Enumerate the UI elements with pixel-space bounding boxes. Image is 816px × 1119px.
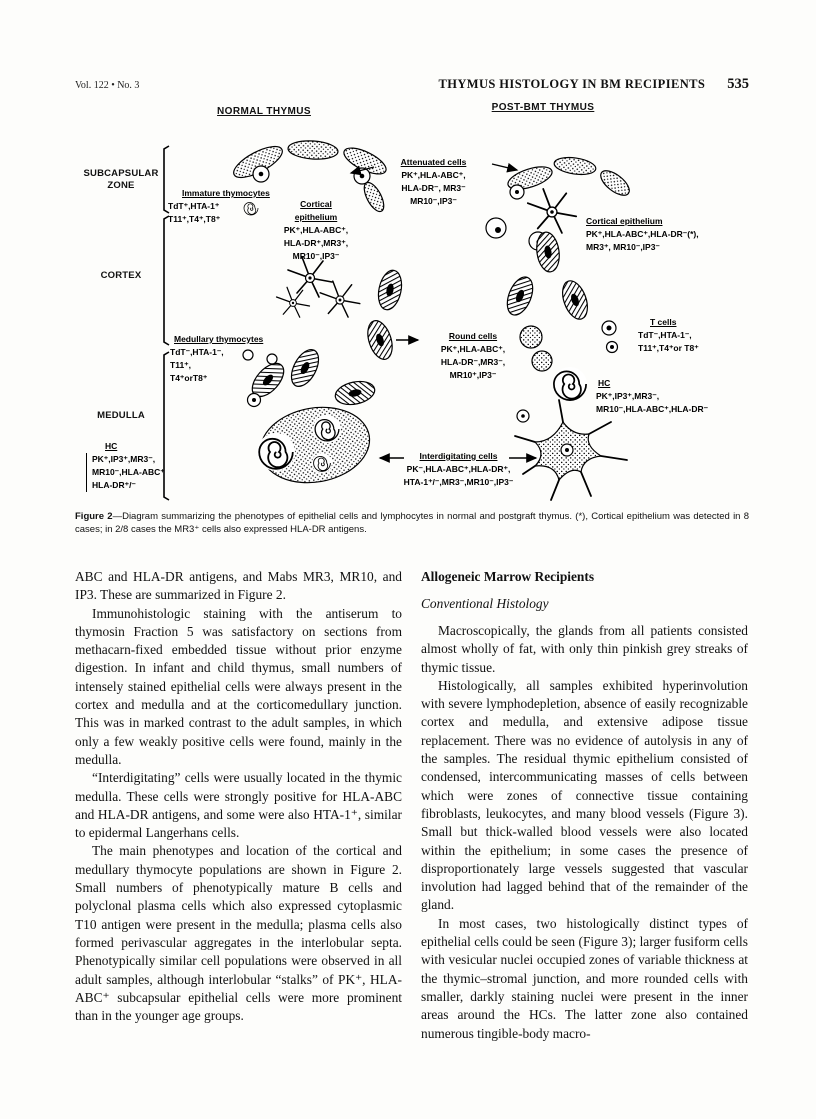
label-title: Interdigitating cells <box>419 451 498 461</box>
label-title: epithelium <box>294 212 338 222</box>
section-heading: Allogeneic Marrow Recipients <box>421 569 595 584</box>
page-header <box>75 76 749 93</box>
figure-caption-text: —Diagram summarizing the phenotypes of epithelial cells and lymphocytes in normal and postgraft thymus. (*), Cortical epithelium was detected in 8 cases; in 2/8 cases the MR3⁺ cells also expressed HLA-DR antigens. <box>75 511 749 535</box>
paragraph: “Interdigitating” cells were usually located in the thymic medulla. These cells were strongly positive for HLA-ABC and HLA-DR antigens, and some were also HTA-1⁺, similar to epidermal Langerhans cells. <box>75 770 402 841</box>
hassalls-corpuscle-right <box>553 367 587 401</box>
paragraph: The main phenotypes and location of the cortical and medullary thymocyte populations are shown in Figure 2. Small numbers of phenotypically mature B cells and polyclonal plasma cells which also expressed cytoplasmic T10 antigen were present in the medulla; plasma cells also formed perivascular aggregates in the interlobular septa. Phenotypically similar cell populations were observed in all adult samples, although interlobular “stalks” of PK⁺, HLA-ABC⁺ subcapsular epithelial cells were more prominent than in the younger age groups. <box>75 843 402 1024</box>
paragraph: ABC and HLA-DR antigens, and Mabs MR3, MR10, and IP3. These are summarized in Figure 2. <box>75 569 402 603</box>
paragraph: Immunohistologic staining with the antiserum to thymosin Fraction 5 was satisfactory on sections from methacarn-fixed embedded tissue without prior enzyme digestion. In infant and child thymus, small numbers of intensely stained epithelial cells were always present in the cortex and medulla and at the corticomedullary junction. This was in marked contrast to the adult samples, in which only a few weakly positive cells were found, mainly in the medulla. <box>75 605 402 767</box>
figure-2 <box>68 100 758 505</box>
journal-reference: Vol. 122 • No. 3 <box>75 80 140 91</box>
label-title: Cortical epithelium <box>586 216 663 226</box>
label-title: T cells <box>650 317 677 327</box>
hc-normal-lines: PK⁺,IP3⁺,MR3⁻, MR10⁻,HLA-ABC⁺ HLA-DR⁺/⁻ <box>86 453 221 492</box>
t-cells-drawing <box>602 321 618 353</box>
page-number: 535 <box>727 76 749 92</box>
figure-caption-label: Figure 2 <box>75 511 113 522</box>
zone-label-subcapsular: SUBCAPSULAR ZONE <box>83 168 159 191</box>
label-title: Round cells <box>448 331 498 341</box>
label-hc-normal <box>86 440 221 492</box>
running-title: THYMUS HISTOLOGY IN BM RECIPIENTS <box>438 77 706 91</box>
subsection-heading: Conventional Histology <box>421 596 549 611</box>
article-body <box>75 568 749 1043</box>
zone-label-medulla: MEDULLA <box>97 410 145 421</box>
zone-label-cortex: CORTEX <box>100 270 142 281</box>
paragraph: In most cases, two histologically distinct types of epithelial cells could be seen (Figure 3); larger fusiform cells with vesicular nuclei occupied zones of variable thickness at the thymic–stromal junction, and more rounded cells with smaller, darkly staining nuclei were present in the inner areas around the HCs. The latter zone also contained numerous tingible-body macro- <box>421 915 748 1041</box>
label-cortical-epithelium-post: Cortical epithelium PK⁺,HLA-ABC⁺,HLA-DR⁻(*), MR3⁺, MR10⁻,IP3⁻ <box>586 215 756 254</box>
post-bmt-thymus-drawing <box>486 155 633 500</box>
label-title: Immature thymocytes <box>182 188 270 198</box>
round-cells-drawing <box>520 326 552 371</box>
label-title: Medullary thymocytes <box>174 334 264 344</box>
label-round-cells: Round cells PK⁺,HLA-ABC⁺, HLA-DR⁻,MR3⁻, MR10⁺,IP3⁻ <box>422 330 524 382</box>
label-attenuated-cells: Attenuated cells PK⁺,HLA-ABC⁺, HLA-DR⁻, MR3⁻ MR10⁻,IP3⁻ <box>376 156 491 208</box>
label-title: Cortical <box>300 199 332 209</box>
label-title: HC <box>598 378 611 388</box>
label-medullary-thymocytes: Medullary thymocytes TdT⁻,HTA-1⁻, T11⁺, T4⁺orT8⁺ <box>170 333 292 385</box>
cortical-stellate-cells <box>277 257 360 317</box>
paragraph: Histologically, all samples exhibited hyperinvolution with severe lymphodepletion, absence of easily recognizable cortex and medulla, and extensive adipose tissue replacement. There was no evidence of autolysis in any of the samples. The residual thymic epithelium consisted of condensed, intercommunicating masses of cells between which were zones of connective tissue containing fibroblasts, leukocytes, and many blood vessels (Figure 3). Small but thick-walled blood vessels were also located within the epithelium; in some cases the presence of disproportionately large vessels suggested that vascular involution had lagged behind that of the remainder of the gland. <box>421 677 748 913</box>
label-t-cells: T cells TdT⁻,HTA-1⁻, T11⁺,T4⁺or T8⁺ <box>628 316 758 355</box>
left-column <box>75 568 402 1043</box>
header-right <box>439 76 749 93</box>
figure-caption <box>75 511 749 536</box>
label-cortical-epithelium-normal: Cortical epithelium PK⁺,HLA-ABC⁺, HLA-DR⁺,MR3⁺, MR10⁻,IP3⁻ <box>264 198 368 263</box>
normal-thymus-title: NORMAL THYMUS <box>217 106 311 117</box>
label-title: Attenuated cells <box>400 157 467 167</box>
label-interdigitating-cells: Interdigitating cells PK⁻,HLA-ABC⁺,HLA-DR⁺, HTA-1⁺/⁻,MR3⁻,MR10⁻,IP3⁻ <box>356 450 561 489</box>
right-column <box>421 568 748 1043</box>
paragraph: Macroscopically, the glands from all patients consisted almost wholly of fat, with only thin pinkish grey streaks of thymic tissue. <box>421 623 748 675</box>
label-immature-thymocytes: Immature thymocytes TdT⁺,HTA-1⁺ T11⁺,T4⁺,T8⁺ <box>168 187 280 226</box>
label-title: HC <box>105 441 118 451</box>
post-cortical-epithelium-cells <box>486 218 592 323</box>
post-bmt-thymus-title: POST-BMT THYMUS <box>491 102 595 113</box>
label-hc-post: HC PK⁺,IP3⁺,MR3⁻, MR10⁻,HLA-ABC⁺,HLA-DR⁻ <box>596 377 756 416</box>
